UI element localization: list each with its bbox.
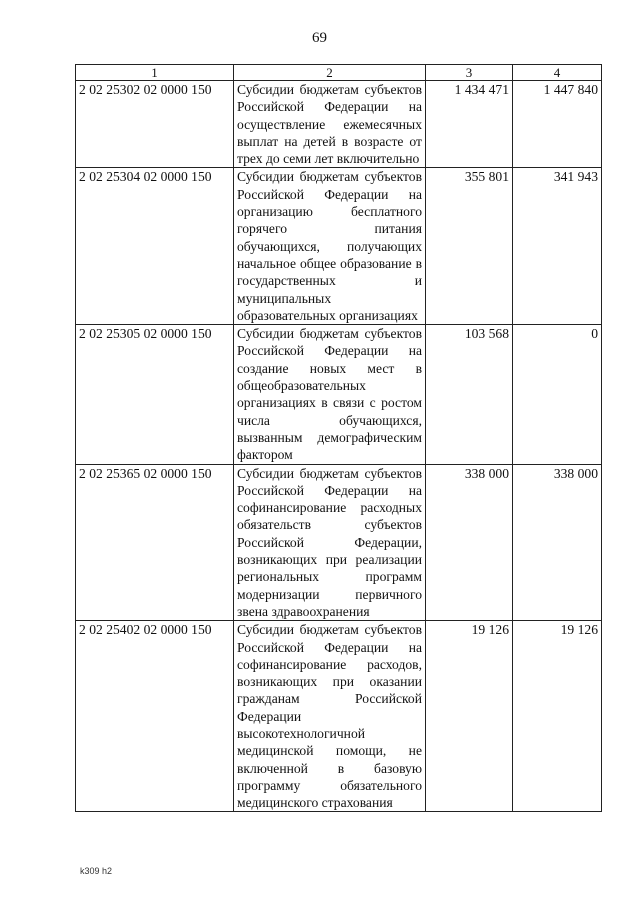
description-cell: Субсидии бюджетам субъектов Российской Федерации на создание новых мест в общеобразовательных организациях в связи с ростом числа обучающихся, вызванным демографическим фактором	[234, 325, 426, 464]
footer-document-code: k309 h2	[80, 866, 113, 876]
table-row	[76, 464, 602, 621]
table-row	[76, 168, 602, 325]
budget-table	[75, 64, 602, 812]
amount-col4-cell: 0	[513, 325, 602, 464]
budget-code-cell: 2 02 25302 02 0000 150	[76, 81, 234, 168]
table-row	[76, 325, 602, 464]
table-row	[76, 621, 602, 812]
amount-col4-cell: 19 126	[513, 621, 602, 812]
description-cell: Субсидии бюджетам субъектов Российской Федерации на софинансирование расходных обязательств субъектов Российской Федерации, возникающих при реализации региональных программ модернизации первичного звена здравоохранения	[234, 464, 426, 621]
budget-code-cell: 2 02 25304 02 0000 150	[76, 168, 234, 325]
column-header-2: 2	[234, 65, 426, 81]
column-header-4: 4	[513, 65, 602, 81]
description-cell: Субсидии бюджетам субъектов Российской Федерации на софинансирование расходов, возникающих при оказании гражданам Российской Федерации высокотехнологичной медицинской помощи, не включенной в базовую программу обязательного медицинского страхования	[234, 621, 426, 812]
description-cell: Субсидии бюджетам субъектов Российской Федерации на организацию бесплатного горячего питания обучающихся, получающих начальное общее образование в государственных и муниципальных образовательных организациях	[234, 168, 426, 325]
amount-col3-cell: 355 801	[426, 168, 513, 325]
budget-code-cell: 2 02 25305 02 0000 150	[76, 325, 234, 464]
amount-col3-cell: 103 568	[426, 325, 513, 464]
description-cell: Субсидии бюджетам субъектов Российской Федерации на осуществление ежемесячных выплат на детей в возрасте от трех до семи лет включительно	[234, 81, 426, 168]
amount-col3-cell: 1 434 471	[426, 81, 513, 168]
column-header-3: 3	[426, 65, 513, 81]
budget-code-cell: 2 02 25402 02 0000 150	[76, 621, 234, 812]
page-number: 69	[312, 30, 327, 46]
amount-col3-cell: 19 126	[426, 621, 513, 812]
budget-code-cell: 2 02 25365 02 0000 150	[76, 464, 234, 621]
table-header-row	[76, 65, 602, 81]
amount-col4-cell: 338 000	[513, 464, 602, 621]
amount-col4-cell: 1 447 840	[513, 81, 602, 168]
amount-col4-cell: 341 943	[513, 168, 602, 325]
column-header-1: 1	[76, 65, 234, 81]
table-row	[76, 81, 602, 168]
amount-col3-cell: 338 000	[426, 464, 513, 621]
